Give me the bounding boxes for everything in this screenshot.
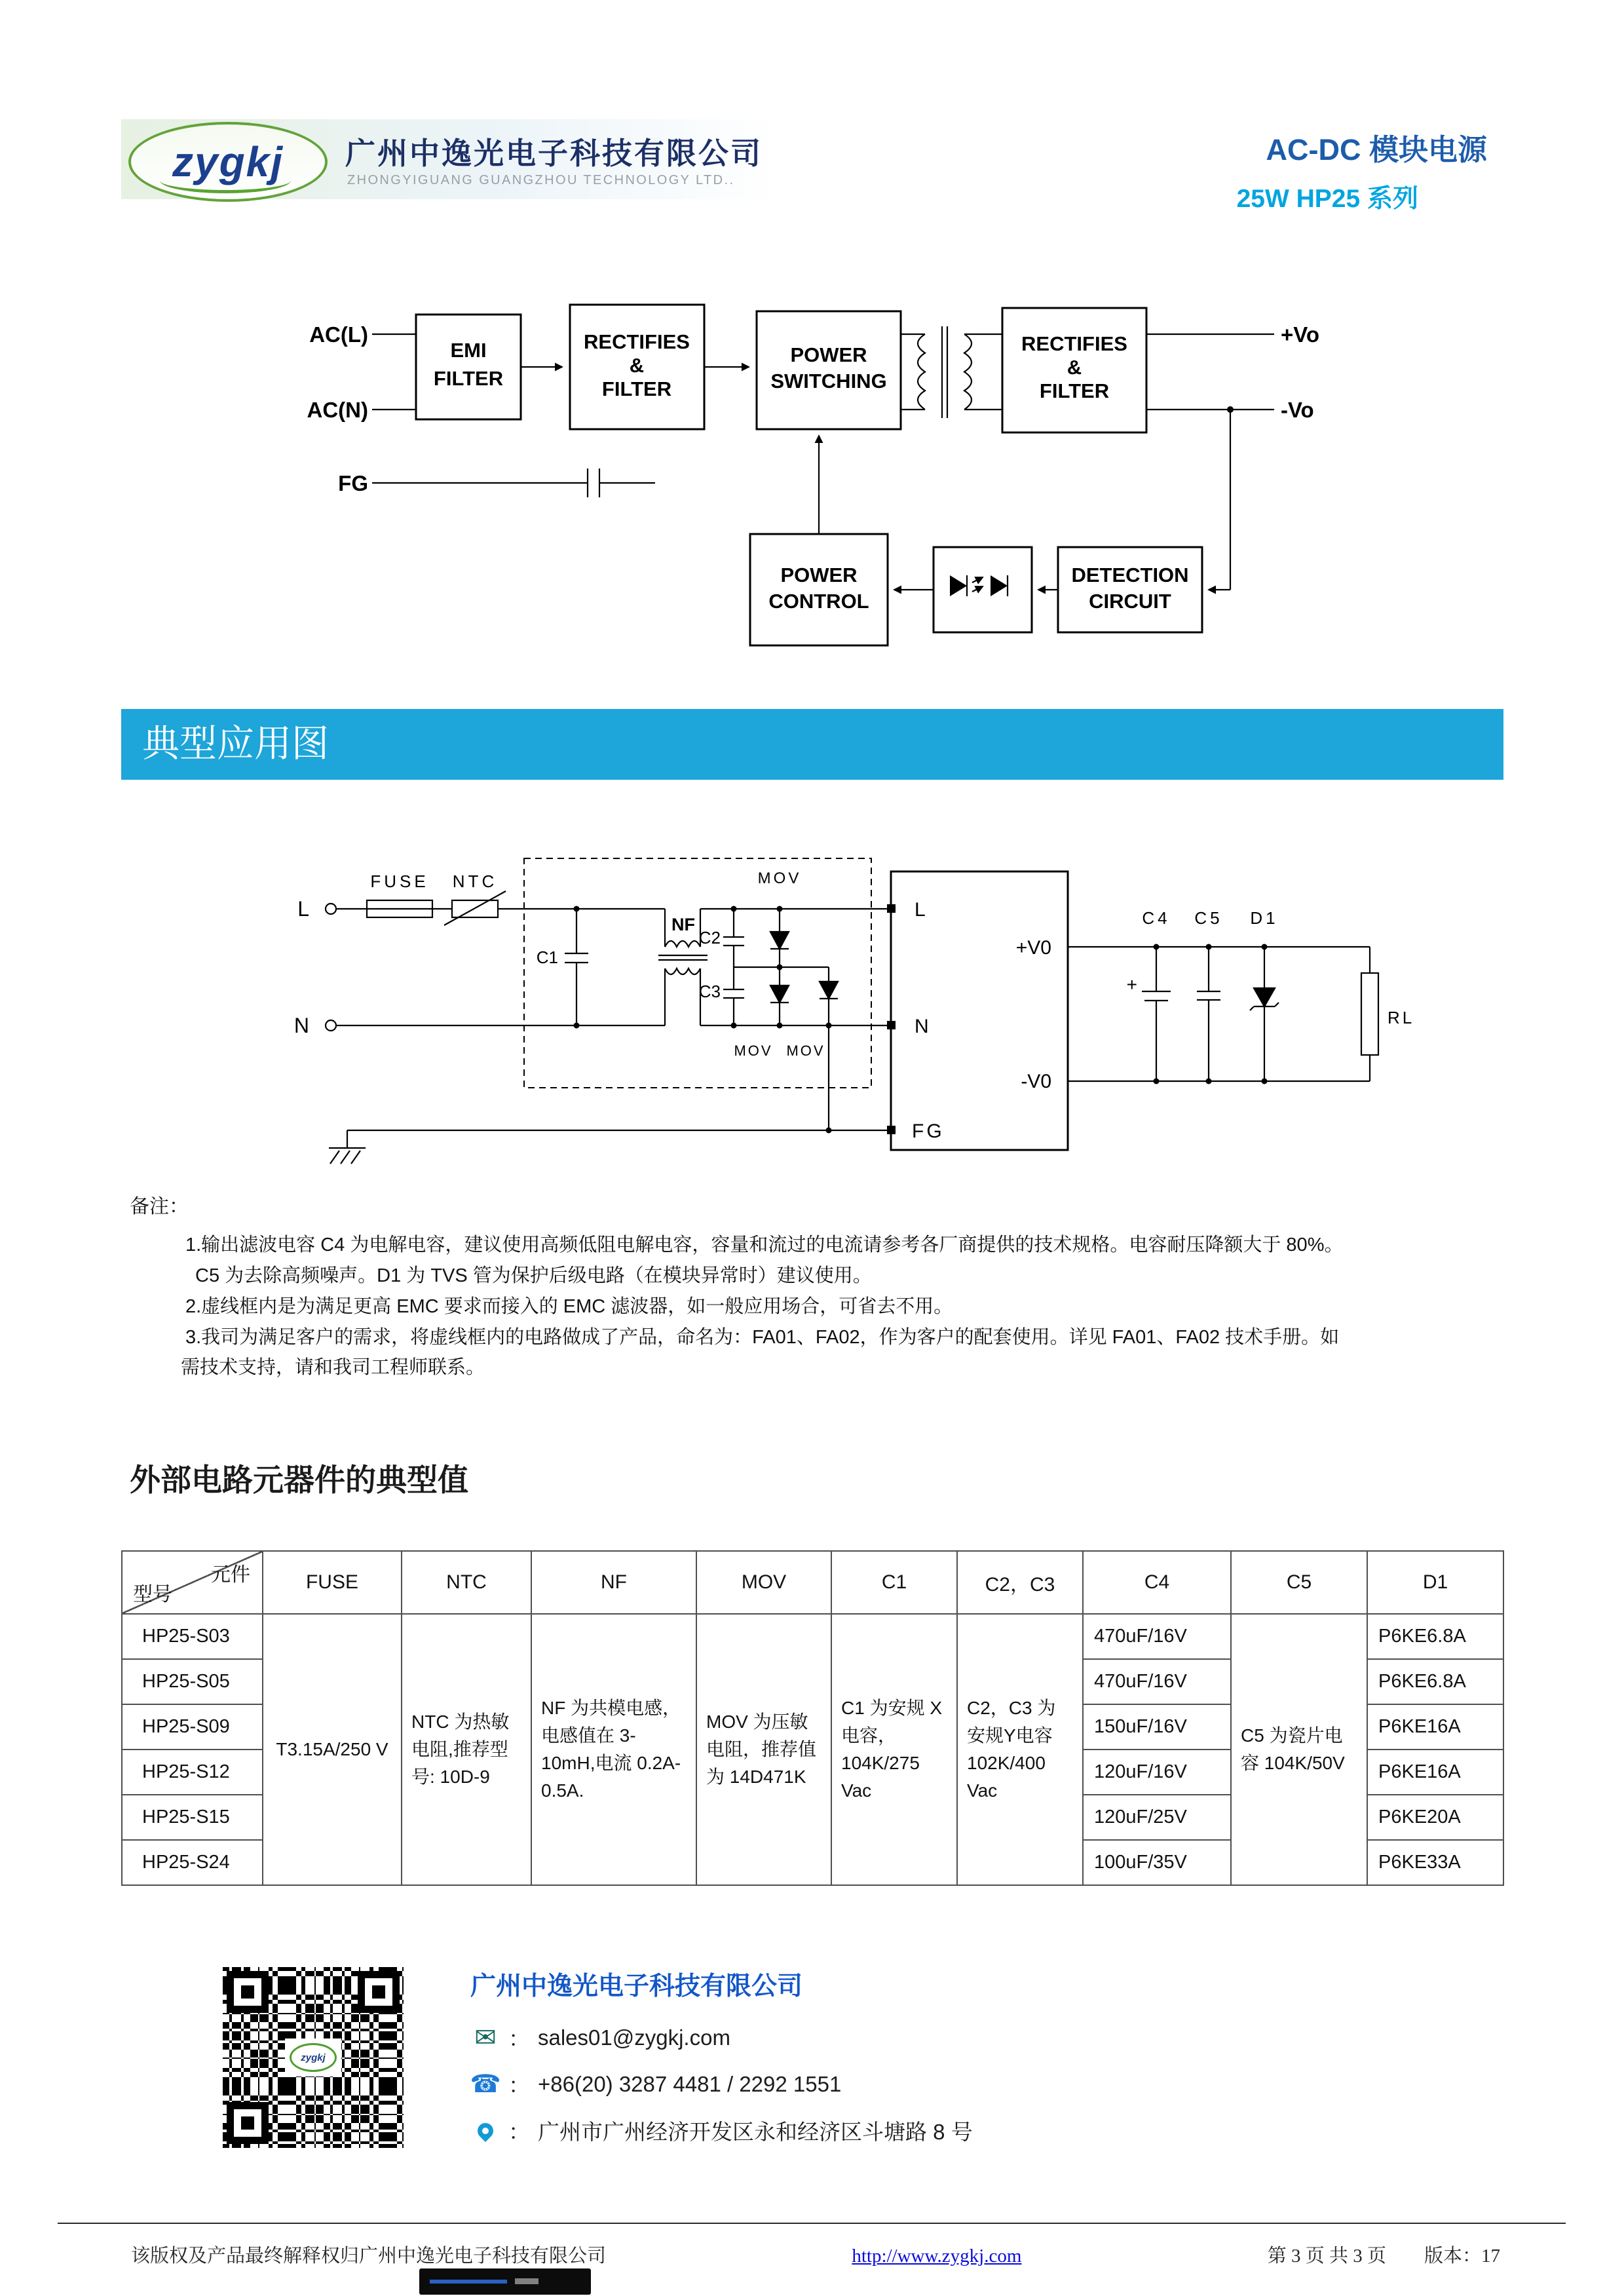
- footer-copyright: 该版权及产品最终解释权归广州中逸光电子科技有限公司: [131, 2246, 607, 2267]
- c2-label: C2: [698, 928, 721, 947]
- rl-label: RL: [1388, 1008, 1415, 1027]
- contact-block: [470, 1966, 973, 2146]
- power-switching-label: POWER: [790, 343, 867, 366]
- emi-filter-label: EMI: [450, 339, 487, 362]
- d1-label: D1: [1250, 908, 1279, 928]
- artifact-mark: [430, 2280, 507, 2284]
- contact-separator: ：: [508, 2027, 530, 2051]
- c4-cell: 100uF/35V: [1083, 1840, 1231, 1885]
- company-logo: [128, 122, 328, 202]
- table-header-row: [122, 1551, 1503, 1614]
- fuse-label: FUSE: [370, 871, 429, 891]
- ac-l-label: AC(L): [309, 322, 368, 347]
- mov-bottom-right-label: MOV: [786, 1043, 825, 1059]
- corner-top-label: 元件: [211, 1564, 250, 1586]
- location-pin-icon: [470, 2123, 500, 2139]
- corner-header-cell: [122, 1551, 263, 1614]
- c3-label: C3: [698, 982, 721, 1001]
- model-cell: HP25-S03: [122, 1614, 263, 1659]
- rectifier2-label: &: [1067, 356, 1082, 379]
- model-cell: HP25-S24: [122, 1840, 263, 1885]
- mov-bottom-left-label: MOV: [734, 1043, 773, 1059]
- company-name-cn: 广州中逸光电子科技有限公司: [345, 136, 763, 170]
- block-diagram: [197, 288, 1376, 668]
- contact-email-row: [470, 2022, 973, 2053]
- model-cell: HP25-S05: [122, 1659, 263, 1704]
- logo-swoosh: [160, 168, 291, 193]
- col-header-nf: NF: [531, 1551, 696, 1614]
- table-row: [122, 1614, 1503, 1659]
- note-line: 3.我司为满足客户的需求，将虚线框内的电路做成了产品，命名为：FA01、FA02，作为客户的配套使用。详见 FA01、FA02 技术手册。如: [185, 1326, 1340, 1348]
- qr-center-logo: [285, 2038, 341, 2076]
- d1-cell: P6KE33A: [1367, 1840, 1503, 1885]
- c4-cell: 470uF/16V: [1083, 1659, 1231, 1704]
- product-title: AC-DC 模块电源: [1266, 133, 1487, 166]
- application-circuit: [131, 832, 1507, 1199]
- power-control-label: CONTROL: [768, 590, 869, 613]
- contact-separator: ：: [508, 2073, 530, 2097]
- model-cell: HP25-S15: [122, 1795, 263, 1840]
- rectifier1-label: RECTIFIES: [584, 330, 690, 353]
- contact-separator: ：: [508, 2120, 530, 2144]
- c5-label: C5: [1194, 908, 1223, 928]
- components-table-wrap: [121, 1550, 1504, 1886]
- c4-cell: 120uF/16V: [1083, 1750, 1231, 1795]
- d1-cell: P6KE6.8A: [1367, 1614, 1503, 1659]
- mov-value-cell: MOV 为压敏电阻，推荐值为 14D471K: [696, 1614, 831, 1885]
- qr-code: [216, 1961, 410, 2154]
- phone-icon: ☎: [470, 2071, 501, 2098]
- mail-icon: ✉: [474, 2023, 497, 2052]
- note-line: 1.输出滤波电容 C4 为电解电容，建议使用高频低阻电解电容，容量和流过的电流请参考各厂商提供的技术规格。电容耐压降额大于 80%。: [185, 1234, 1344, 1255]
- col-header-c2c3: C2，C3: [957, 1551, 1083, 1614]
- col-header-c5: C5: [1231, 1551, 1367, 1614]
- company-name-en: ZHONGYIGUANG GUANGZHOU TECHNOLOGY LTD..: [347, 173, 735, 187]
- qr-finder-icon: [358, 1971, 400, 2013]
- model-cell: HP25-S12: [122, 1750, 263, 1795]
- contact-address-row: [470, 2115, 973, 2146]
- d1-cell: P6KE16A: [1367, 1704, 1503, 1750]
- footer-url-link[interactable]: http://www.zygkj.com: [852, 2246, 1022, 2267]
- logo-text: zygkj: [172, 138, 284, 185]
- ntc-value-cell: NTC 为热敏电阻,推荐型号: 10D-9: [402, 1614, 531, 1885]
- qr-logo-text: zygkj: [290, 2043, 337, 2072]
- emi-filter-label: FILTER: [433, 367, 504, 390]
- footer-page-info: 第 3 页 共 3 页 版本：17: [1267, 2246, 1500, 2267]
- c1-value-cell: C1 为安规 X 电容，104K/275 Vac: [831, 1614, 957, 1885]
- contact-phone: +86(20) 3287 4481 / 2292 1551: [538, 2071, 842, 2096]
- ntc-label: NTC: [452, 871, 498, 891]
- vout-neg-label: -V0: [1021, 1071, 1051, 1092]
- c2c3-value-cell: C2，C3 为安规Y电容 102K/400 Vac: [957, 1614, 1083, 1885]
- section-banner: [121, 709, 1503, 780]
- col-header-ntc: NTC: [402, 1551, 531, 1614]
- power-switching-label: SWITCHING: [770, 370, 887, 392]
- circuit-wiring: [326, 891, 1378, 1164]
- col-header-d1: D1: [1367, 1551, 1503, 1614]
- d1-cell: P6KE16A: [1367, 1750, 1503, 1795]
- d1-cell: P6KE6.8A: [1367, 1659, 1503, 1704]
- rectifier1-label: &: [629, 354, 645, 377]
- junction-dot: [1227, 406, 1234, 413]
- fg-label: FG: [338, 471, 368, 495]
- table-section-title: 外部电路元器件的典型值: [130, 1463, 468, 1497]
- d1-cell: P6KE20A: [1367, 1795, 1503, 1840]
- note-line: 需技术支持，请和我司工程师联系。: [181, 1357, 485, 1379]
- section-banner-title: 典型应用图: [142, 723, 329, 765]
- col-header-mov: MOV: [696, 1551, 831, 1614]
- components-table: [121, 1550, 1504, 1886]
- detection-circuit-label: DETECTION: [1071, 564, 1189, 586]
- detection-circuit-label: CIRCUIT: [1089, 590, 1171, 613]
- transformer-symbol: [918, 326, 972, 418]
- c4-label: C4: [1142, 908, 1171, 928]
- module-pin-fg-label: FG: [912, 1120, 945, 1142]
- ac-n-label: AC(N): [307, 398, 368, 422]
- vo-neg-label: -Vo: [1281, 398, 1314, 422]
- model-cell: HP25-S09: [122, 1704, 263, 1750]
- c4-polarity-plus: +: [1126, 974, 1137, 995]
- qr-finder-icon: [227, 2102, 269, 2144]
- notes-title: 备注：: [130, 1196, 189, 1217]
- nf-value-cell: NF 为共模电感，电感值在 3-10mH,电流 0.2A-0.5A.: [531, 1614, 696, 1885]
- optocoupler-box: [934, 547, 1032, 632]
- note-line: 2.虚线框内是为满足更高 EMC 要求而接入的 EMC 滤波器，如一般应用场合，可省去不用。: [185, 1295, 953, 1317]
- module-pin-l-label: L: [915, 899, 926, 921]
- input-n-label: N: [293, 1014, 309, 1037]
- product-series: 25W HP25 系列: [1236, 185, 1418, 213]
- vo-pos-label: +Vo: [1281, 322, 1319, 347]
- fuse-value-cell: T3.15A/250 V: [263, 1614, 402, 1885]
- c4-cell: 120uF/25V: [1083, 1795, 1231, 1840]
- module-pin-n-label: N: [915, 1016, 929, 1037]
- artifact-mark: [515, 2278, 538, 2284]
- screen-artifact: [419, 2268, 591, 2295]
- c4-cell: 470uF/16V: [1083, 1614, 1231, 1659]
- contact-address: 广州市广州经济开发区永和经济区斗塘路 8 号: [538, 2120, 973, 2144]
- c1-label: C1: [536, 947, 558, 967]
- nf-label: NF: [671, 915, 695, 934]
- contact-phone-row: [470, 2069, 973, 2099]
- col-header-fuse: FUSE: [263, 1551, 402, 1614]
- footer-divider: [58, 2223, 1566, 2224]
- c5-value-cell: C5 为瓷片电容 104K/50V: [1231, 1614, 1367, 1885]
- power-control-label: POWER: [780, 564, 858, 586]
- rectifier2-label: RECTIFIES: [1021, 332, 1127, 355]
- vout-pos-label: +V0: [1015, 937, 1051, 959]
- contact-company-name: 广州中逸光电子科技有限公司: [470, 1972, 803, 2000]
- rectifier2-label: FILTER: [1039, 379, 1110, 402]
- input-l-label: L: [297, 897, 309, 921]
- note-line: C5 为去除高频噪声。D1 为 TVS 管为保护后级电路（在模块异常时）建议使用。: [195, 1265, 872, 1286]
- col-header-c4: C4: [1083, 1551, 1231, 1614]
- notes-section: [130, 1191, 1525, 1383]
- mov-top-label: MOV: [757, 870, 802, 887]
- qr-finder-icon: [227, 1971, 269, 2013]
- rectifier1-label: FILTER: [601, 377, 672, 400]
- footer-row: [58, 2232, 1566, 2268]
- contact-email: sales01@zygkj.com: [538, 2025, 730, 2050]
- corner-bottom-label: 型号: [133, 1584, 172, 1605]
- col-header-c1: C1: [831, 1551, 957, 1614]
- c4-cell: 150uF/16V: [1083, 1704, 1231, 1750]
